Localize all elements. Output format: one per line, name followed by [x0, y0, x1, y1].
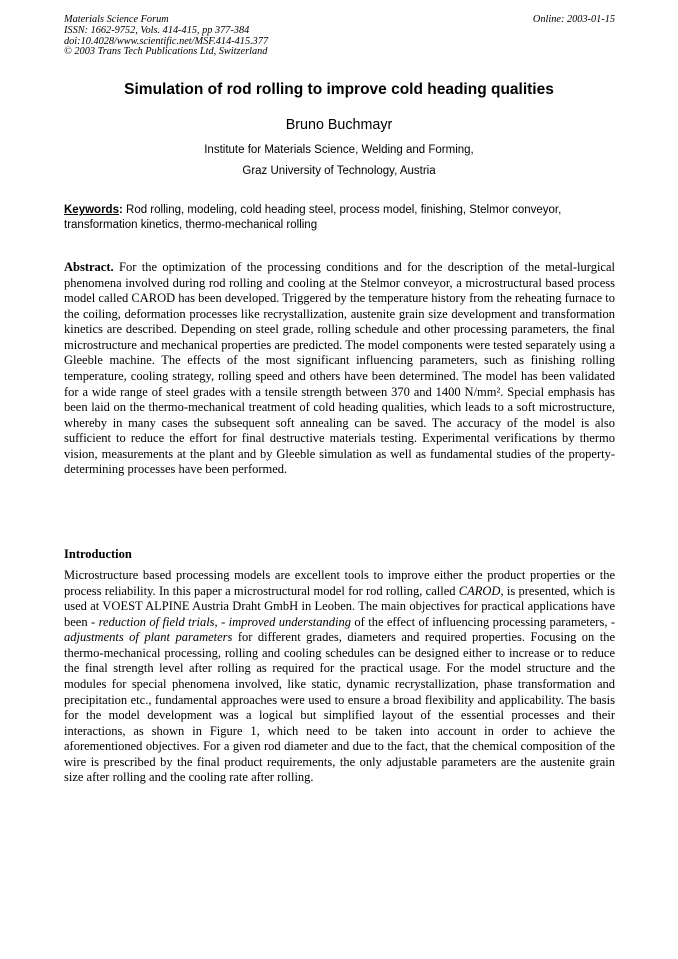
affiliation [0, 140, 678, 181]
affiliation-line-2: Graz University of Technology, Austria [242, 164, 436, 177]
paper-title: Simulation of rod rolling to improve cold heading qualities [124, 81, 554, 98]
intro-text-3: , - [214, 614, 229, 629]
intro-text-1: Microstructure based processing models are excellent tools to improve either the product properties or the process reliability. In this paper a microstructural model for rod rolling, called [64, 568, 615, 598]
intro-text-5: for different grades, diameters and required properties. Focusing on the thermo-mechanical processing, rolling and cooling schedules can be designed either to increase or to reduce the final strength level after rolling as required for the practical usage. For the model structure and the modules for special phenomena involved, like static, dynamic recrystallization, phase transformation and precipitation etc., fundamental approaches were used to ensure a broad flexibility and applicability. The basis for the model development was a logical but simplified layout of the essential processes and their interactions, as shown in Figure 1, which need to be taken into account in order to achieve the aforementioned objectives. For a given rod diameter and due to the fact, that the chemical composition of the wire is prescribed by the final product requirements, the only adjustable parameters are the austenite grain size after rolling and the cooling rate after rolling. [64, 630, 615, 785]
online-date: Online: 2003-01-15 [532, 14, 615, 25]
issn-line: ISSN: 1662-9752, Vols. 414-415, pp 377-384 [64, 24, 250, 36]
intro-italic-carod: CAROD [458, 583, 501, 598]
abstract-section [64, 260, 615, 478]
journal-header [64, 15, 268, 58]
keywords-label: Keywords [64, 204, 119, 216]
intro-italic-adjustments: adjustments of plant parameters [64, 630, 233, 645]
doi-line: doi:10.4028/www.scientific.net/MSF.414-415.377 [64, 35, 269, 47]
intro-text-2: , is presented, which is used at VOEST ALPINE Austria Draht GmbH in Leoben. The main objectives for practical applications have been - [64, 583, 615, 629]
journal-name: Materials Science Forum [64, 14, 169, 25]
abstract-label: Abstract. [64, 260, 114, 274]
intro-italic-understanding: improved understanding [228, 614, 352, 629]
affiliation-line-1: Institute for Materials Science, Welding and Forming, [204, 144, 474, 156]
intro-italic-field-trials: reduction of field trials [98, 614, 215, 629]
introduction-paragraph [64, 568, 615, 786]
keywords-section [64, 203, 616, 233]
copyright-line: © 2003 Trans Tech Publications Ltd, Switzerland [64, 46, 268, 58]
introduction-heading: Introduction [64, 547, 132, 561]
intro-text-4: of the effect of influencing processing parameters, - [351, 614, 616, 629]
keywords-colon: : [118, 204, 123, 216]
author-name: Bruno Buchmayr [285, 117, 393, 133]
keywords-text: Rod rolling, modeling, cold heading steel, process model, finishing, Stelmor conveyor, transformation kinetics, thermo-mechanical rolling [64, 204, 562, 231]
abstract-text: For the optimization of the processing conditions and for the description of the metal-lurgical phenomena involved during rod rolling and cooling at the Stelmor conveyor, a microstructural based process model called CAROD has been developed. Triggered by the temperature history from the reheating furnace to the coiling, deformation processes like recrystallization, austenite grain size development and transformation kinetics are described. Depending on steel grade, rolling schedule and other processing parameters, the final microstructure and mechanical properties are predicted. The model components were tested separately using a Gleeble machine. The effects of the most significant influencing parameters, such as finishing rolling temperature, cooling strategy, rolling speed and others have been determined. The model has been validated for a wide range of steel grades with a tensile strength between 370 and 1400 N/mm². Special emphasis has been laid on the thermo-mechanical treatment of cold heading qualities, which leads to a soft microstructure, whereby in many cases the subsequent soft annealing can be saved. The accuracy of the model is also sufficient to reduce the effort for final destructive materials testing. Experimental verifications by thermo vision, measurements at the plant and by Gleeble simulation as well as fundamental studies of the property-determining processes have been performed. [64, 260, 615, 477]
